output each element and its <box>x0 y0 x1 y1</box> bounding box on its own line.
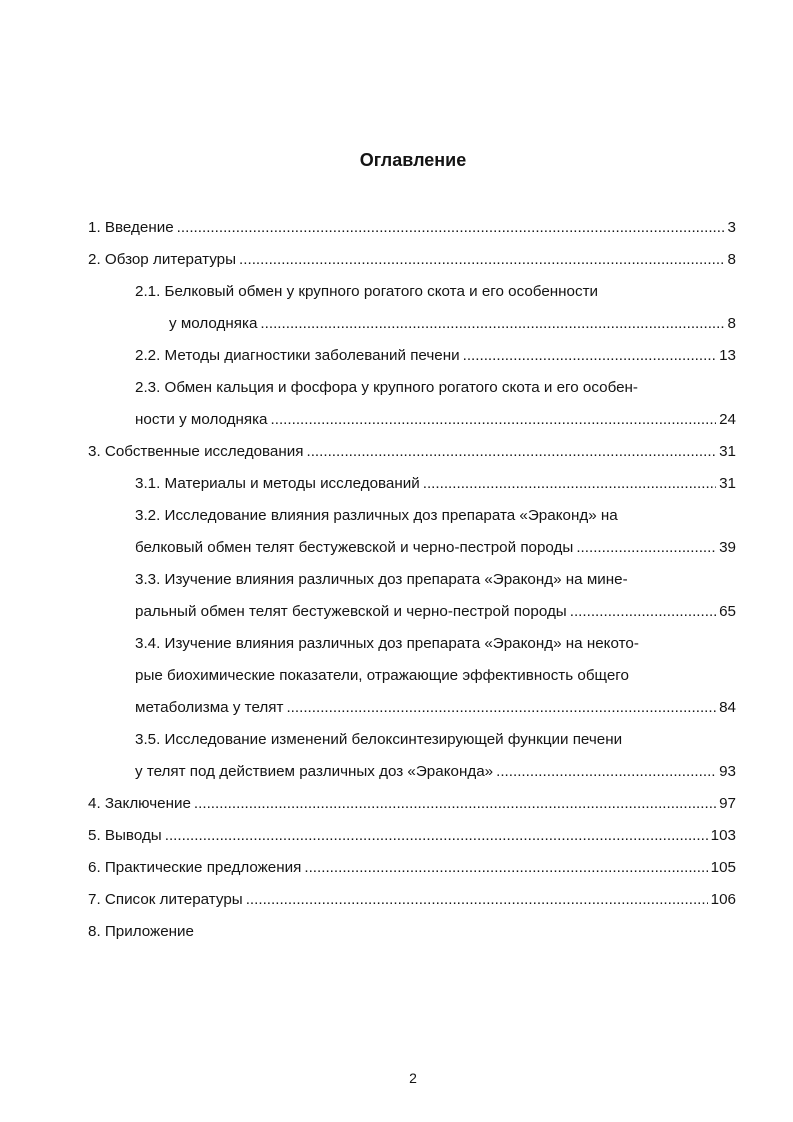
toc-page-number: 24 <box>719 411 736 428</box>
toc-entry-text: 2.3. Обмен кальция и фосфора у крупного рогатого скота и его особен- <box>135 379 638 396</box>
toc-leader-dots <box>576 532 716 564</box>
toc-leader-dots <box>286 692 716 724</box>
toc-leader-dots <box>306 436 716 468</box>
table-of-contents <box>88 212 736 948</box>
toc-entry-text: 2.1. Белковый обмен у крупного рогатого скота и его особенности <box>135 283 599 300</box>
toc-entry-text: 5. Выводы <box>88 827 162 844</box>
toc-entry-3-4-line2 <box>88 660 736 692</box>
toc-entry-text: 3.3. Изучение влияния различных доз препарата «Эраконд» на мине- <box>135 571 628 588</box>
toc-page-number: 84 <box>719 699 736 716</box>
toc-page-number: 97 <box>719 795 736 812</box>
toc-entry-text: 6. Практические предложения <box>88 859 302 876</box>
toc-page-number: 103 <box>710 827 736 844</box>
toc-entry-3-3-line1 <box>88 564 736 596</box>
toc-entry-text: 3.4. Изучение влияния различных доз препарата «Эраконд» на некото- <box>135 635 639 652</box>
toc-entry-text: у телят под действием различных доз «Эраконда» <box>135 763 494 780</box>
toc-page-number: 8 <box>727 251 736 268</box>
toc-entry-conclusion <box>88 788 736 820</box>
toc-entry-text: метаболизма у телят <box>135 699 284 716</box>
toc-entry-text: ности у молодняка <box>135 411 268 428</box>
toc-entry-introduction <box>88 212 736 244</box>
toc-leader-dots <box>246 884 708 916</box>
toc-page-number: 39 <box>719 539 736 556</box>
page-title: Оглавление <box>359 150 467 170</box>
toc-leader-dots <box>194 788 716 820</box>
toc-entry-text: 1. Введение <box>88 219 174 236</box>
toc-entry-text: у молодняка <box>169 315 258 332</box>
toc-entry-3-1 <box>88 468 736 500</box>
toc-entry-3-4-line1 <box>88 628 736 660</box>
toc-entry-literature-review <box>88 244 736 276</box>
toc-leader-dots <box>496 756 716 788</box>
toc-entry-text: белковый обмен телят бестужевской и черно-пестрой породы <box>135 539 574 556</box>
toc-entry-text: 4. Заключение <box>88 795 191 812</box>
toc-leader-dots <box>423 468 716 500</box>
toc-entry-text: 3.2. Исследование влияния различных доз препарата «Эраконд» на <box>135 507 618 524</box>
page-number: 2 <box>409 1070 417 1086</box>
toc-entry-text: 3.5. Исследование изменений белоксинтезирующей функции печени <box>135 731 623 748</box>
toc-entry-3-3-line2 <box>88 596 736 628</box>
toc-entry-2-3-line2 <box>88 404 736 436</box>
toc-entry-3-2-line2 <box>88 532 736 564</box>
toc-page-number: 31 <box>719 475 736 492</box>
toc-entry-findings <box>88 820 736 852</box>
toc-page-number: 65 <box>719 603 736 620</box>
toc-leader-dots <box>177 212 725 244</box>
toc-page-number: 3 <box>727 219 736 236</box>
toc-entry-appendix <box>88 916 736 948</box>
toc-entry-2-1-line2 <box>88 308 736 340</box>
toc-entry-practical-suggestions <box>88 852 736 884</box>
toc-leader-dots <box>570 596 716 628</box>
toc-entry-text: 8. Приложение <box>88 923 194 940</box>
toc-page-number: 31 <box>719 443 736 460</box>
toc-leader-dots <box>463 340 716 372</box>
toc-entry-text: ральный обмен телят бестужевской и черно-пестрой породы <box>135 603 567 620</box>
toc-entry-2-2 <box>88 340 736 372</box>
toc-leader-dots <box>239 244 725 276</box>
toc-entry-own-research <box>88 436 736 468</box>
toc-entry-text: рые биохимические показатели, отражающие эффективность общего <box>135 667 629 684</box>
toc-leader-dots <box>271 404 717 436</box>
toc-entry-3-2-line1 <box>88 500 736 532</box>
toc-page-number: 8 <box>727 315 736 332</box>
toc-entry-references <box>88 884 736 916</box>
toc-entry-2-1-line1 <box>88 276 736 308</box>
toc-entry-text: 2. Обзор литературы <box>88 251 237 268</box>
toc-entry-3-5-line2 <box>88 756 736 788</box>
toc-page-number: 13 <box>719 347 736 364</box>
toc-entry-text: 3. Собственные исследования <box>88 443 304 460</box>
toc-entry-text: 7. Список литературы <box>88 891 243 908</box>
toc-entry-2-3-line1 <box>88 372 736 404</box>
toc-page-number: 105 <box>710 859 736 876</box>
toc-leader-dots <box>260 308 724 340</box>
toc-entry-3-5-line1 <box>88 724 736 756</box>
toc-entry-3-4-line3 <box>88 692 736 724</box>
toc-entry-text: 3.1. Материалы и методы исследований <box>135 475 420 492</box>
toc-page-number: 93 <box>719 763 736 780</box>
toc-leader-dots <box>165 820 708 852</box>
toc-page-number: 106 <box>710 891 736 908</box>
toc-entry-text: 2.2. Методы диагностики заболеваний печени <box>135 347 460 364</box>
toc-leader-dots <box>304 852 707 884</box>
